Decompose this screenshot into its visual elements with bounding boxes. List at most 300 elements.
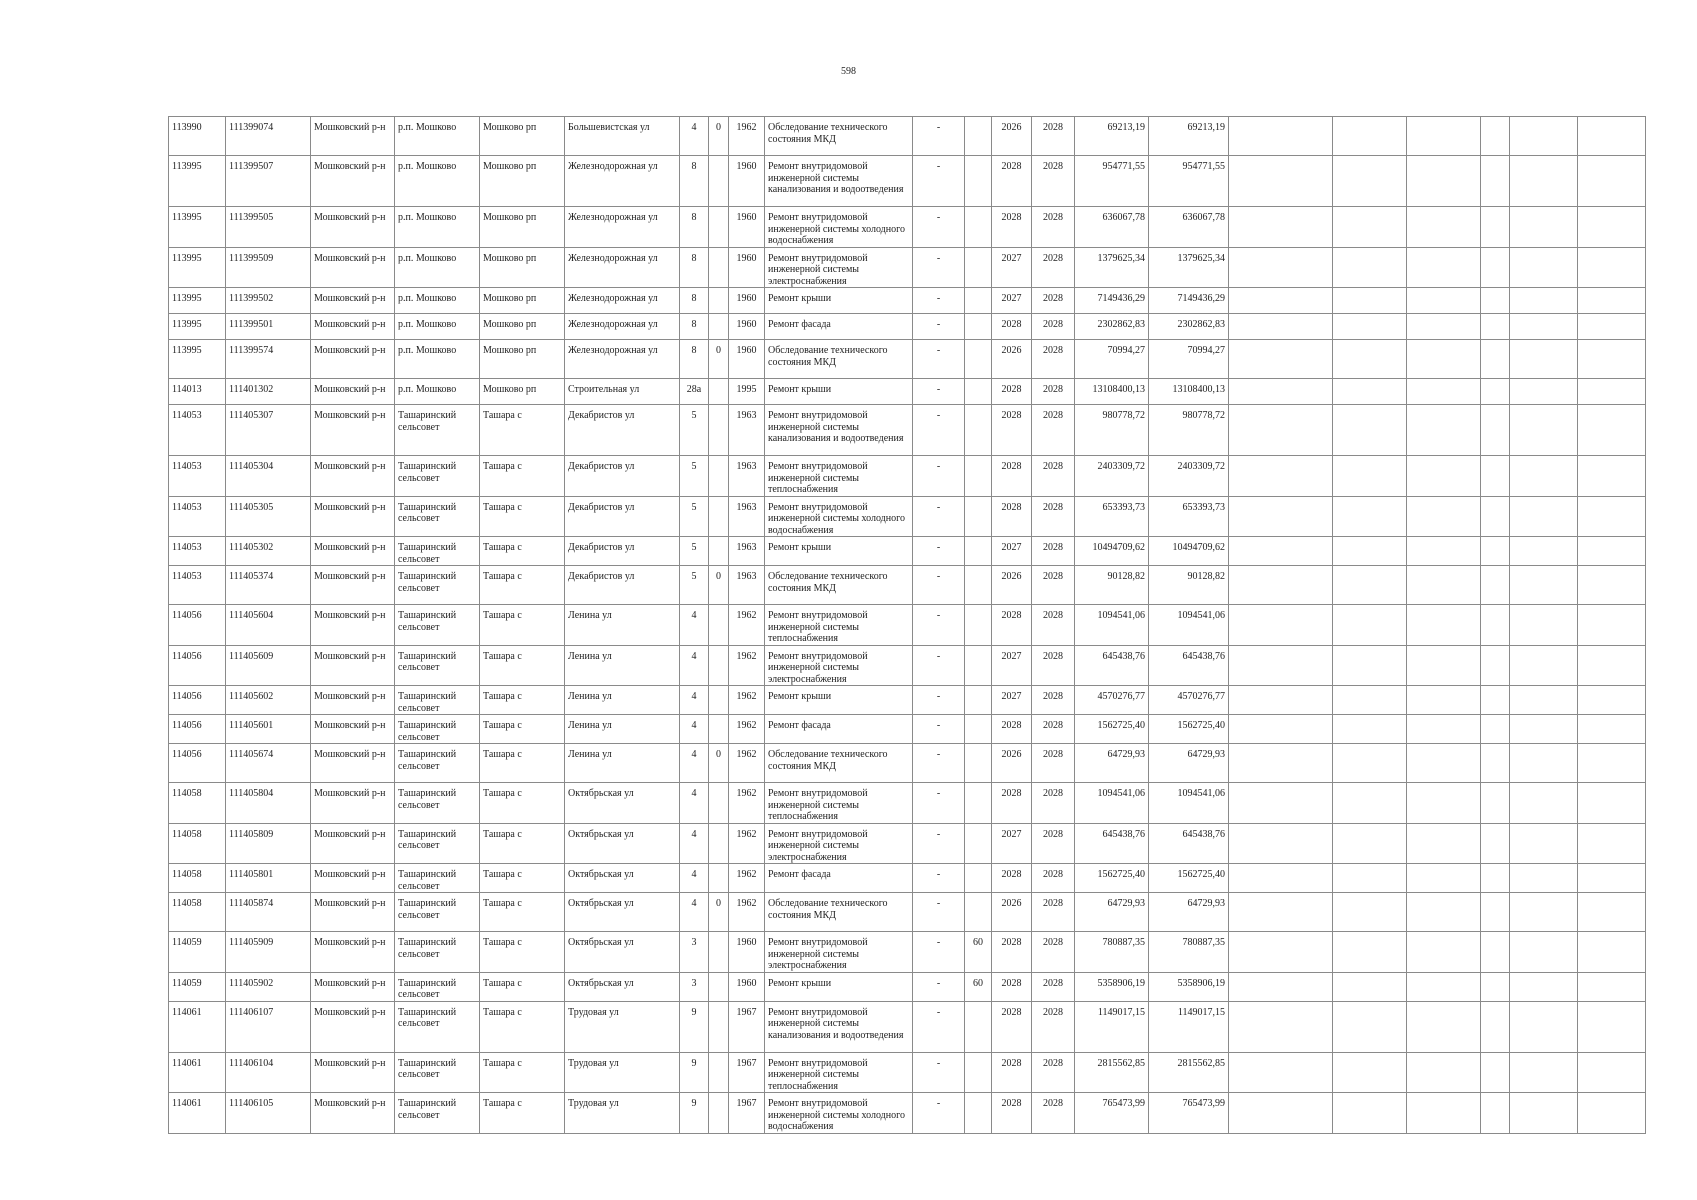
cell-total-cost: 1094541,06 bbox=[1149, 605, 1229, 646]
cell-building-number bbox=[709, 864, 729, 893]
cell-col-18 bbox=[1333, 932, 1407, 973]
cell-col-17 bbox=[1229, 314, 1333, 340]
cell-col-21 bbox=[1510, 1001, 1578, 1052]
cell-col-22 bbox=[1578, 893, 1646, 932]
cell-col-21 bbox=[1510, 156, 1578, 207]
cell-col-17 bbox=[1229, 340, 1333, 379]
cell-col-18 bbox=[1333, 605, 1407, 646]
cell-col-19 bbox=[1407, 605, 1481, 646]
cell-work-id: 111405304 bbox=[226, 456, 311, 497]
cell-col-dash: - bbox=[913, 566, 965, 605]
cell-year-built: 1995 bbox=[729, 379, 765, 405]
cell-col-20 bbox=[1481, 405, 1510, 456]
cell-col-17 bbox=[1229, 972, 1333, 1001]
cell-col-18 bbox=[1333, 117, 1407, 156]
cell-plan-year-end: 2028 bbox=[1032, 783, 1075, 824]
cell-col-21 bbox=[1510, 645, 1578, 686]
cell-plan-year-end: 2028 bbox=[1032, 1093, 1075, 1134]
cell-col-dash: - bbox=[913, 288, 965, 314]
cell-col-20 bbox=[1481, 117, 1510, 156]
cell-year-built: 1962 bbox=[729, 605, 765, 646]
cell-plan-year-start: 2028 bbox=[992, 207, 1032, 248]
cell-col-18 bbox=[1333, 645, 1407, 686]
cell-work-type: Ремонт внутридомовой инженерной системы электроснабжения bbox=[765, 932, 913, 973]
cell-col-extra bbox=[965, 1093, 992, 1134]
cell-year-built: 1962 bbox=[729, 744, 765, 783]
cell-col-18 bbox=[1333, 783, 1407, 824]
table-row bbox=[169, 496, 1646, 537]
table-row bbox=[169, 379, 1646, 405]
cell-plan-year-start: 2028 bbox=[992, 314, 1032, 340]
cell-work-type: Обследование технического состояния МКД bbox=[765, 340, 913, 379]
cell-col-22 bbox=[1578, 783, 1646, 824]
cell-plan-year-end: 2028 bbox=[1032, 456, 1075, 497]
cell-col-19 bbox=[1407, 117, 1481, 156]
cell-year-built: 1962 bbox=[729, 715, 765, 744]
cell-work-id: 111399505 bbox=[226, 207, 311, 248]
cell-total-cost: 2403309,72 bbox=[1149, 456, 1229, 497]
cell-house-number: 3 bbox=[680, 972, 709, 1001]
cell-cost: 2302862,83 bbox=[1075, 314, 1149, 340]
cell-plan-year-start: 2026 bbox=[992, 893, 1032, 932]
cell-building-number bbox=[709, 405, 729, 456]
cell-cost: 5358906,19 bbox=[1075, 972, 1149, 1001]
cell-settlement: Ташара с bbox=[480, 1093, 565, 1134]
cell-col-18 bbox=[1333, 496, 1407, 537]
cell-col-extra bbox=[965, 456, 992, 497]
cell-municipality: Ташаринский сельсовет bbox=[395, 1001, 480, 1052]
cell-district: Мошковский р-н bbox=[311, 379, 395, 405]
cell-col-20 bbox=[1481, 456, 1510, 497]
cell-col-17 bbox=[1229, 893, 1333, 932]
cell-year-built: 1962 bbox=[729, 864, 765, 893]
cell-col-dash: - bbox=[913, 864, 965, 893]
cell-col-dash: - bbox=[913, 1052, 965, 1093]
cell-year-built: 1960 bbox=[729, 340, 765, 379]
cell-col-17 bbox=[1229, 207, 1333, 248]
cell-col-17 bbox=[1229, 405, 1333, 456]
cell-district: Мошковский р-н bbox=[311, 405, 395, 456]
cell-work-type: Ремонт внутридомовой инженерной системы канализования и водоотведения bbox=[765, 405, 913, 456]
cell-house-number: 5 bbox=[680, 496, 709, 537]
cell-cost: 645438,76 bbox=[1075, 645, 1149, 686]
cell-col-17 bbox=[1229, 715, 1333, 744]
cell-building-number bbox=[709, 932, 729, 973]
cell-plan-year-start: 2027 bbox=[992, 686, 1032, 715]
cell-object-id: 114061 bbox=[169, 1001, 226, 1052]
cell-work-type: Ремонт крыши bbox=[765, 288, 913, 314]
table-row bbox=[169, 893, 1646, 932]
cell-object-id: 114056 bbox=[169, 686, 226, 715]
cell-col-19 bbox=[1407, 288, 1481, 314]
cell-settlement: Ташара с bbox=[480, 456, 565, 497]
cell-object-id: 113995 bbox=[169, 288, 226, 314]
cell-street: Октябрьская ул bbox=[565, 783, 680, 824]
cell-year-built: 1962 bbox=[729, 117, 765, 156]
cell-cost: 13108400,13 bbox=[1075, 379, 1149, 405]
cell-work-type: Ремонт внутридомовой инженерной системы электроснабжения bbox=[765, 823, 913, 864]
cell-house-number: 9 bbox=[680, 1093, 709, 1134]
cell-building-number bbox=[709, 823, 729, 864]
cell-col-dash: - bbox=[913, 537, 965, 566]
cell-municipality: Ташаринский сельсовет bbox=[395, 893, 480, 932]
cell-district: Мошковский р-н bbox=[311, 117, 395, 156]
cell-col-19 bbox=[1407, 537, 1481, 566]
cell-street: Октябрьская ул bbox=[565, 864, 680, 893]
cell-cost: 1094541,06 bbox=[1075, 783, 1149, 824]
cell-district: Мошковский р-н bbox=[311, 744, 395, 783]
cell-object-id: 113995 bbox=[169, 207, 226, 248]
cell-cost: 653393,73 bbox=[1075, 496, 1149, 537]
cell-work-type: Ремонт крыши bbox=[765, 379, 913, 405]
cell-col-dash: - bbox=[913, 314, 965, 340]
cell-col-21 bbox=[1510, 456, 1578, 497]
cell-work-type: Ремонт фасада bbox=[765, 715, 913, 744]
cell-municipality: Ташаринский сельсовет bbox=[395, 686, 480, 715]
cell-col-20 bbox=[1481, 207, 1510, 248]
cell-municipality: Ташаринский сельсовет bbox=[395, 1052, 480, 1093]
cell-col-17 bbox=[1229, 864, 1333, 893]
cell-col-20 bbox=[1481, 314, 1510, 340]
cell-col-17 bbox=[1229, 645, 1333, 686]
cell-col-21 bbox=[1510, 314, 1578, 340]
cell-street: Ленина ул bbox=[565, 744, 680, 783]
cell-col-20 bbox=[1481, 379, 1510, 405]
cell-col-18 bbox=[1333, 537, 1407, 566]
cell-settlement: Ташара с bbox=[480, 823, 565, 864]
table-row bbox=[169, 156, 1646, 207]
table-body bbox=[169, 117, 1646, 1134]
cell-municipality: р.п. Мошково bbox=[395, 247, 480, 288]
cell-col-extra bbox=[965, 645, 992, 686]
cell-total-cost: 636067,78 bbox=[1149, 207, 1229, 248]
cell-work-id: 111399507 bbox=[226, 156, 311, 207]
cell-building-number bbox=[709, 1093, 729, 1134]
cell-plan-year-start: 2028 bbox=[992, 932, 1032, 973]
cell-col-18 bbox=[1333, 207, 1407, 248]
cell-street: Декабристов ул bbox=[565, 456, 680, 497]
cell-col-19 bbox=[1407, 744, 1481, 783]
cell-col-21 bbox=[1510, 1052, 1578, 1093]
table-row bbox=[169, 605, 1646, 646]
cell-house-number: 4 bbox=[680, 686, 709, 715]
cell-col-extra bbox=[965, 1052, 992, 1093]
cell-object-id: 114058 bbox=[169, 893, 226, 932]
cell-work-type: Ремонт фасада bbox=[765, 314, 913, 340]
cell-building-number bbox=[709, 156, 729, 207]
cell-col-22 bbox=[1578, 864, 1646, 893]
cell-house-number: 9 bbox=[680, 1001, 709, 1052]
cell-object-id: 113995 bbox=[169, 156, 226, 207]
cell-settlement: Ташара с bbox=[480, 972, 565, 1001]
cell-plan-year-start: 2028 bbox=[992, 156, 1032, 207]
table-row bbox=[169, 247, 1646, 288]
cell-plan-year-end: 2028 bbox=[1032, 1052, 1075, 1093]
cell-street: Декабристов ул bbox=[565, 566, 680, 605]
cell-building-number bbox=[709, 247, 729, 288]
cell-plan-year-start: 2028 bbox=[992, 605, 1032, 646]
table-row bbox=[169, 340, 1646, 379]
cell-plan-year-end: 2028 bbox=[1032, 744, 1075, 783]
cell-col-20 bbox=[1481, 686, 1510, 715]
cell-col-22 bbox=[1578, 247, 1646, 288]
cell-col-extra bbox=[965, 117, 992, 156]
cell-year-built: 1963 bbox=[729, 456, 765, 497]
cell-col-22 bbox=[1578, 456, 1646, 497]
cell-col-21 bbox=[1510, 117, 1578, 156]
cell-total-cost: 1149017,15 bbox=[1149, 1001, 1229, 1052]
cell-year-built: 1962 bbox=[729, 645, 765, 686]
cell-col-20 bbox=[1481, 864, 1510, 893]
cell-district: Мошковский р-н bbox=[311, 314, 395, 340]
cell-work-type: Ремонт внутридомовой инженерной системы холодного водоснабжения bbox=[765, 207, 913, 248]
cell-total-cost: 653393,73 bbox=[1149, 496, 1229, 537]
cell-municipality: р.п. Мошково bbox=[395, 156, 480, 207]
cell-plan-year-end: 2028 bbox=[1032, 496, 1075, 537]
cell-cost: 954771,55 bbox=[1075, 156, 1149, 207]
cell-total-cost: 4570276,77 bbox=[1149, 686, 1229, 715]
cell-col-21 bbox=[1510, 972, 1578, 1001]
cell-total-cost: 7149436,29 bbox=[1149, 288, 1229, 314]
cell-house-number: 4 bbox=[680, 715, 709, 744]
cell-col-extra bbox=[965, 744, 992, 783]
cell-col-19 bbox=[1407, 405, 1481, 456]
table-row bbox=[169, 715, 1646, 744]
cell-settlement: Ташара с bbox=[480, 605, 565, 646]
cell-col-extra: 60 bbox=[965, 932, 992, 973]
cell-col-22 bbox=[1578, 605, 1646, 646]
table-row bbox=[169, 972, 1646, 1001]
cell-col-18 bbox=[1333, 340, 1407, 379]
cell-col-19 bbox=[1407, 156, 1481, 207]
cell-house-number: 9 bbox=[680, 1052, 709, 1093]
cell-col-18 bbox=[1333, 864, 1407, 893]
cell-plan-year-end: 2028 bbox=[1032, 379, 1075, 405]
cell-district: Мошковский р-н bbox=[311, 972, 395, 1001]
cell-municipality: Ташаринский сельсовет bbox=[395, 783, 480, 824]
cell-district: Мошковский р-н bbox=[311, 605, 395, 646]
cell-building-number bbox=[709, 686, 729, 715]
cell-total-cost: 1562725,40 bbox=[1149, 864, 1229, 893]
cell-col-17 bbox=[1229, 288, 1333, 314]
cell-settlement: Мошково рп bbox=[480, 207, 565, 248]
cell-year-built: 1962 bbox=[729, 823, 765, 864]
cell-cost: 2403309,72 bbox=[1075, 456, 1149, 497]
cell-house-number: 4 bbox=[680, 744, 709, 783]
cell-work-type: Ремонт внутридомовой инженерной системы холодного водоснабжения bbox=[765, 1093, 913, 1134]
cell-col-17 bbox=[1229, 247, 1333, 288]
cell-plan-year-end: 2028 bbox=[1032, 715, 1075, 744]
cell-district: Мошковский р-н bbox=[311, 247, 395, 288]
cell-district: Мошковский р-н bbox=[311, 1093, 395, 1134]
cell-building-number: 0 bbox=[709, 566, 729, 605]
cell-plan-year-end: 2028 bbox=[1032, 288, 1075, 314]
cell-col-dash: - bbox=[913, 686, 965, 715]
cell-work-id: 111405902 bbox=[226, 972, 311, 1001]
cell-work-type: Ремонт крыши bbox=[765, 686, 913, 715]
cell-object-id: 114059 bbox=[169, 972, 226, 1001]
cell-year-built: 1960 bbox=[729, 314, 765, 340]
cell-district: Мошковский р-н bbox=[311, 893, 395, 932]
cell-col-17 bbox=[1229, 686, 1333, 715]
cell-house-number: 8 bbox=[680, 288, 709, 314]
cell-cost: 1379625,34 bbox=[1075, 247, 1149, 288]
cell-total-cost: 70994,27 bbox=[1149, 340, 1229, 379]
cell-district: Мошковский р-н bbox=[311, 566, 395, 605]
cell-col-22 bbox=[1578, 744, 1646, 783]
cell-col-dash: - bbox=[913, 340, 965, 379]
cell-total-cost: 10494709,62 bbox=[1149, 537, 1229, 566]
table-row bbox=[169, 645, 1646, 686]
cell-plan-year-end: 2028 bbox=[1032, 566, 1075, 605]
cell-plan-year-start: 2027 bbox=[992, 537, 1032, 566]
cell-col-extra bbox=[965, 340, 992, 379]
table-row bbox=[169, 864, 1646, 893]
cell-object-id: 114058 bbox=[169, 783, 226, 824]
cell-col-extra bbox=[965, 783, 992, 824]
cell-municipality: Ташаринский сельсовет bbox=[395, 456, 480, 497]
cell-col-dash: - bbox=[913, 1093, 965, 1134]
cell-municipality: Ташаринский сельсовет bbox=[395, 566, 480, 605]
cell-col-18 bbox=[1333, 314, 1407, 340]
cell-cost: 64729,93 bbox=[1075, 893, 1149, 932]
cell-col-18 bbox=[1333, 1001, 1407, 1052]
table-row bbox=[169, 1001, 1646, 1052]
cell-col-19 bbox=[1407, 645, 1481, 686]
cell-year-built: 1960 bbox=[729, 207, 765, 248]
cell-col-22 bbox=[1578, 686, 1646, 715]
cell-col-22 bbox=[1578, 314, 1646, 340]
cell-settlement: Ташара с bbox=[480, 893, 565, 932]
cell-col-extra bbox=[965, 715, 992, 744]
cell-year-built: 1963 bbox=[729, 537, 765, 566]
cell-col-22 bbox=[1578, 405, 1646, 456]
cell-plan-year-end: 2028 bbox=[1032, 823, 1075, 864]
cell-municipality: р.п. Мошково bbox=[395, 379, 480, 405]
cell-total-cost: 780887,35 bbox=[1149, 932, 1229, 973]
cell-col-20 bbox=[1481, 247, 1510, 288]
cell-col-17 bbox=[1229, 1093, 1333, 1134]
cell-plan-year-end: 2028 bbox=[1032, 537, 1075, 566]
cell-year-built: 1960 bbox=[729, 972, 765, 1001]
cell-col-extra bbox=[965, 247, 992, 288]
cell-col-20 bbox=[1481, 1052, 1510, 1093]
cell-building-number bbox=[709, 496, 729, 537]
cell-building-number bbox=[709, 456, 729, 497]
cell-municipality: р.п. Мошково bbox=[395, 340, 480, 379]
cell-object-id: 114058 bbox=[169, 864, 226, 893]
cell-col-dash: - bbox=[913, 932, 965, 973]
cell-col-19 bbox=[1407, 566, 1481, 605]
cell-municipality: Ташаринский сельсовет bbox=[395, 605, 480, 646]
cell-col-22 bbox=[1578, 156, 1646, 207]
cell-total-cost: 765473,99 bbox=[1149, 1093, 1229, 1134]
cell-col-dash: - bbox=[913, 715, 965, 744]
cell-work-id: 111405601 bbox=[226, 715, 311, 744]
cell-col-dash: - bbox=[913, 1001, 965, 1052]
cell-col-19 bbox=[1407, 496, 1481, 537]
cell-col-22 bbox=[1578, 715, 1646, 744]
table-row bbox=[169, 117, 1646, 156]
cell-municipality: р.п. Мошково bbox=[395, 288, 480, 314]
cell-col-dash: - bbox=[913, 405, 965, 456]
cell-cost: 70994,27 bbox=[1075, 340, 1149, 379]
table-row bbox=[169, 456, 1646, 497]
cell-work-id: 111399574 bbox=[226, 340, 311, 379]
cell-cost: 765473,99 bbox=[1075, 1093, 1149, 1134]
cell-municipality: Ташаринский сельсовет bbox=[395, 1093, 480, 1134]
cell-col-19 bbox=[1407, 1001, 1481, 1052]
cell-building-number: 0 bbox=[709, 117, 729, 156]
cell-settlement: Ташара с bbox=[480, 537, 565, 566]
cell-col-dash: - bbox=[913, 117, 965, 156]
cell-house-number: 5 bbox=[680, 405, 709, 456]
cell-total-cost: 645438,76 bbox=[1149, 823, 1229, 864]
cell-object-id: 114053 bbox=[169, 405, 226, 456]
cell-year-built: 1960 bbox=[729, 288, 765, 314]
cell-col-extra bbox=[965, 605, 992, 646]
table-row bbox=[169, 1093, 1646, 1134]
cell-col-19 bbox=[1407, 893, 1481, 932]
cell-municipality: р.п. Мошково bbox=[395, 207, 480, 248]
cell-total-cost: 1094541,06 bbox=[1149, 783, 1229, 824]
cell-col-dash: - bbox=[913, 645, 965, 686]
cell-work-id: 111405909 bbox=[226, 932, 311, 973]
cell-street: Железнодорожная ул bbox=[565, 207, 680, 248]
cell-col-20 bbox=[1481, 972, 1510, 1001]
cell-work-id: 111405374 bbox=[226, 566, 311, 605]
cell-total-cost: 5358906,19 bbox=[1149, 972, 1229, 1001]
cell-col-20 bbox=[1481, 496, 1510, 537]
cell-district: Мошковский р-н bbox=[311, 864, 395, 893]
cell-district: Мошковский р-н bbox=[311, 456, 395, 497]
cell-total-cost: 64729,93 bbox=[1149, 744, 1229, 783]
cell-col-extra bbox=[965, 496, 992, 537]
cell-col-dash: - bbox=[913, 379, 965, 405]
cell-col-19 bbox=[1407, 247, 1481, 288]
cell-col-17 bbox=[1229, 783, 1333, 824]
cell-plan-year-start: 2028 bbox=[992, 972, 1032, 1001]
cell-house-number: 4 bbox=[680, 864, 709, 893]
cell-col-21 bbox=[1510, 379, 1578, 405]
cell-plan-year-start: 2028 bbox=[992, 1052, 1032, 1093]
cell-work-type: Ремонт внутридомовой инженерной системы теплоснабжения bbox=[765, 605, 913, 646]
cell-work-type: Ремонт внутридомовой инженерной системы электроснабжения bbox=[765, 645, 913, 686]
cell-municipality: Ташаринский сельсовет bbox=[395, 744, 480, 783]
cell-work-type: Ремонт внутридомовой инженерной системы электроснабжения bbox=[765, 247, 913, 288]
cell-cost: 636067,78 bbox=[1075, 207, 1149, 248]
cell-work-type: Обследование технического состояния МКД bbox=[765, 893, 913, 932]
cell-total-cost: 13108400,13 bbox=[1149, 379, 1229, 405]
cell-plan-year-start: 2026 bbox=[992, 566, 1032, 605]
cell-col-18 bbox=[1333, 405, 1407, 456]
cell-work-id: 111406107 bbox=[226, 1001, 311, 1052]
cell-year-built: 1963 bbox=[729, 496, 765, 537]
cell-district: Мошковский р-н bbox=[311, 715, 395, 744]
cell-street: Трудовая ул bbox=[565, 1001, 680, 1052]
cell-settlement: Ташара с bbox=[480, 744, 565, 783]
cell-plan-year-start: 2027 bbox=[992, 247, 1032, 288]
cell-building-number bbox=[709, 314, 729, 340]
cell-col-dash: - bbox=[913, 744, 965, 783]
cell-cost: 69213,19 bbox=[1075, 117, 1149, 156]
cell-col-21 bbox=[1510, 566, 1578, 605]
cell-plan-year-start: 2026 bbox=[992, 744, 1032, 783]
cell-col-19 bbox=[1407, 686, 1481, 715]
cell-work-type: Обследование технического состояния МКД bbox=[765, 566, 913, 605]
cell-settlement: Ташара с bbox=[480, 783, 565, 824]
cell-col-17 bbox=[1229, 156, 1333, 207]
